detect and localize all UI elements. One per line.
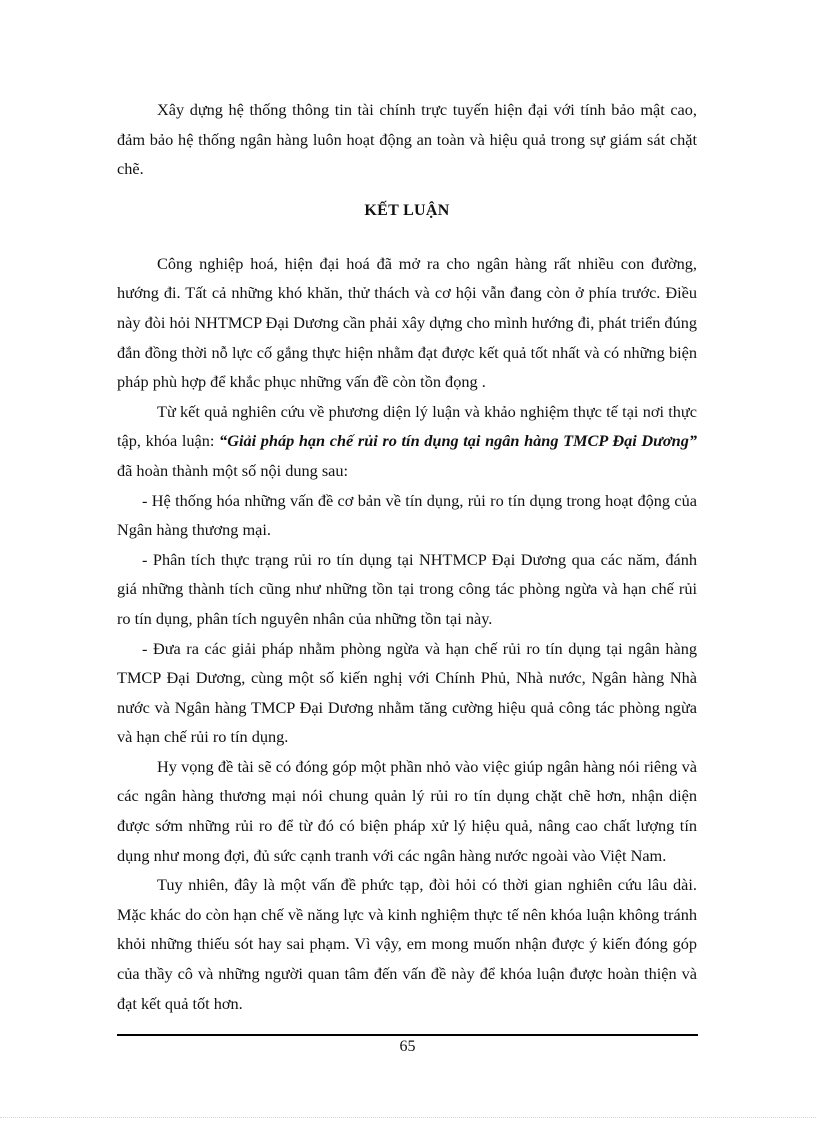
paragraph-1: Công nghiệp hoá, hiện đại hoá đã mở ra cho ngân hàng rất nhiều con đường, hướng đi. Tất cả những khó khăn, thử thách và cơ hội vẫn đang còn ở phía trước. Điều này đòi hỏi NHTMCP Đại Dương cần phải xây dựng cho mình hướng đi, phát triển đúng đắn đồng thời nỗ lực cố gắng thực hiện nhằm đạt được kết quả tốt nhất và có những biện pháp phù hợp để khắc phục những vấn đề còn tồn đọng .: [117, 253, 697, 392]
footer-divider: [117, 1034, 698, 1036]
page-number: 65: [399, 1038, 416, 1055]
bullet-item-2: - Phân tích thực trạng rủi ro tín dụng tại NHTMCP Đại Dương qua các năm, đánh giá những thành tích cũng như những tồn tại trong công tác phòng ngừa và hạn chế rủi ro tín dụng, phân tích nguyên nhân của những tồn tại này.: [117, 549, 697, 628]
page-bottom-border: [0, 1117, 816, 1118]
paragraph-2: [117, 397, 697, 486]
thesis-title: “Giải pháp hạn chế rủi ro tín dụng tại ngân hàng TMCP Đại Dương”: [219, 431, 698, 451]
intro-paragraph: Xây dựng hệ thống thông tin tài chính trực tuyến hiện đại với tính bảo mật cao, đảm bảo hệ thống ngân hàng luôn hoạt động an toàn và hiệu quả trong sự giám sát chặt chẽ.: [117, 100, 697, 179]
page-content: [117, 95, 697, 1018]
bullet-item-3: - Đưa ra các giải pháp nhằm phòng ngừa và hạn chế rủi ro tín dụng tại ngân hàng TMCP Đại Dương, cùng một số kiến nghị với Chính Phủ, Nhà nước, Ngân hàng Nhà nước và Ngân hàng TMCP Đại Dương nhằm tăng cường hiệu quả công tác phòng ngừa và hạn chế rủi ro tín dụng.: [117, 638, 697, 747]
paragraph-4: Tuy nhiên, đây là một vấn đề phức tạp, đòi hỏi có thời gian nghiên cứu lâu dài. Mặc khác do còn hạn chế về năng lực và kinh nghiệm thực tế nên khóa luận không tránh khỏi những thiếu sót hay sai phạm. Vì vậy, em mong muốn nhận được ý kiến đóng góp của thầy cô và những người quan tâm đến vấn đề này để khóa luận được hoàn thiện và đạt kết quả tốt hơn.: [117, 875, 697, 1013]
paragraph-2-tail: đã hoàn thành một số nội dung sau:: [117, 460, 349, 480]
bullet-item-1: - Hệ thống hóa những vấn đề cơ bản về tín dụng, rủi ro tín dụng trong hoạt động của Ngân hàng thương mại.: [117, 490, 697, 540]
section-heading: KẾT LUẬN: [364, 201, 450, 219]
paragraph-3: Hy vọng đề tài sẽ có đóng góp một phần nhỏ vào việc giúp ngân hàng nói riêng và các ngân hàng thương mại nói chung quản lý rủi ro tín dụng chặt chẽ hơn, nhận diện được sớm những rủi ro để từ đó có biện pháp xử lý hiệu quả, nâng cao chất lượng tín dụng như mong đợi, đủ sức cạnh tranh với các ngân hàng nước ngoài vào Việt Nam.: [117, 756, 697, 865]
paragraph-2-lead: Từ kết quả nghiên cứu về phương diện lý luận và khảo nghiệm thực tế tại nơi thực tập, khóa luận:: [117, 401, 697, 451]
